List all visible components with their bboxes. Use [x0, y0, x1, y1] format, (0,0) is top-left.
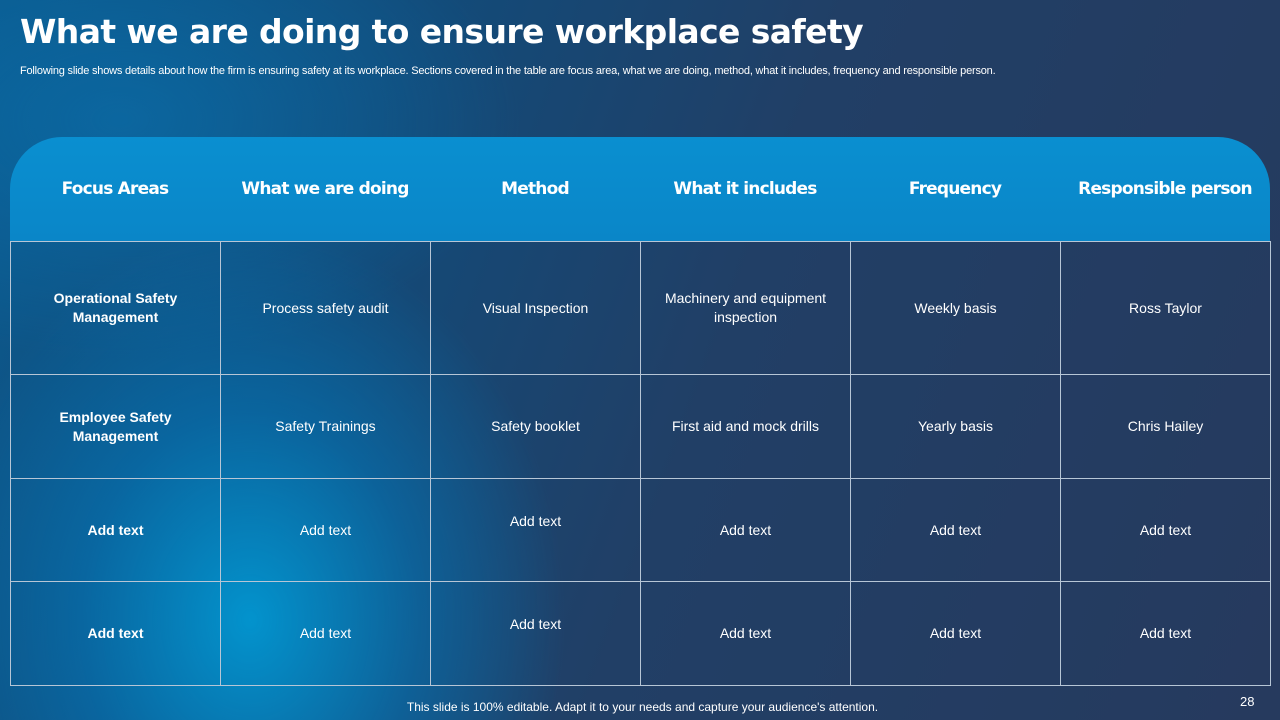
table-header	[10, 137, 1270, 241]
table-row	[11, 582, 1271, 686]
table-cell: Employee Safety Management	[11, 375, 221, 479]
footer-note: This slide is 100% editable. Adapt it to your needs and capture your audience's attention.	[406, 700, 879, 714]
table-cell: Visual Inspection	[431, 242, 641, 375]
table-cell: Yearly basis	[851, 375, 1061, 479]
table-cell: Add text	[11, 582, 221, 686]
table-cell: Safety Trainings	[221, 375, 431, 479]
table-cell: Add text	[851, 582, 1061, 686]
table-cell: Add text	[11, 479, 221, 582]
header-responsible-person: Responsible person	[1078, 179, 1252, 199]
table-cell: Safety booklet	[431, 375, 641, 479]
table-cell: Operational Safety Management	[11, 242, 221, 375]
table-cell: Chris Hailey	[1061, 375, 1271, 479]
cell-text: Add text	[509, 512, 562, 529]
slide-title: What we are doing to ensure workplace safety	[20, 12, 864, 51]
table-cell: Ross Taylor	[1061, 242, 1271, 375]
table-row	[11, 375, 1271, 479]
header-focus-areas: Focus Areas	[61, 179, 169, 199]
table-row	[11, 242, 1271, 375]
table-cell	[431, 479, 641, 582]
safety-table	[10, 137, 1270, 685]
table-body	[10, 241, 1271, 686]
table-cell	[431, 582, 641, 686]
table-cell: First aid and mock drills	[641, 375, 851, 479]
header-method: Method	[501, 179, 569, 199]
table-cell: Add text	[221, 479, 431, 582]
table-cell: Add text	[641, 582, 851, 686]
table-cell: Process safety audit	[221, 242, 431, 375]
page-number: 28	[1240, 694, 1255, 709]
table-cell: Machinery and equipment inspection	[641, 242, 851, 375]
header-frequency: Frequency	[908, 179, 1002, 199]
table-cell: Add text	[851, 479, 1061, 582]
table-cell: Add text	[641, 479, 851, 582]
table-cell: Add text	[1061, 479, 1271, 582]
cell-text: Add text	[509, 616, 562, 632]
slide-subtitle: Following slide shows details about how the firm is ensuring safety at its workplace. Sections covered in the table are focus area, what we are doing, method, what it includes, frequency and responsible person.	[20, 65, 996, 77]
header-what-it-includes: What it includes	[673, 179, 817, 199]
header-what-we-are-doing: What we are doing	[241, 179, 409, 199]
table-cell: Add text	[221, 582, 431, 686]
table-cell: Add text	[1061, 582, 1271, 686]
table-cell: Weekly basis	[851, 242, 1061, 375]
table-row	[11, 479, 1271, 582]
